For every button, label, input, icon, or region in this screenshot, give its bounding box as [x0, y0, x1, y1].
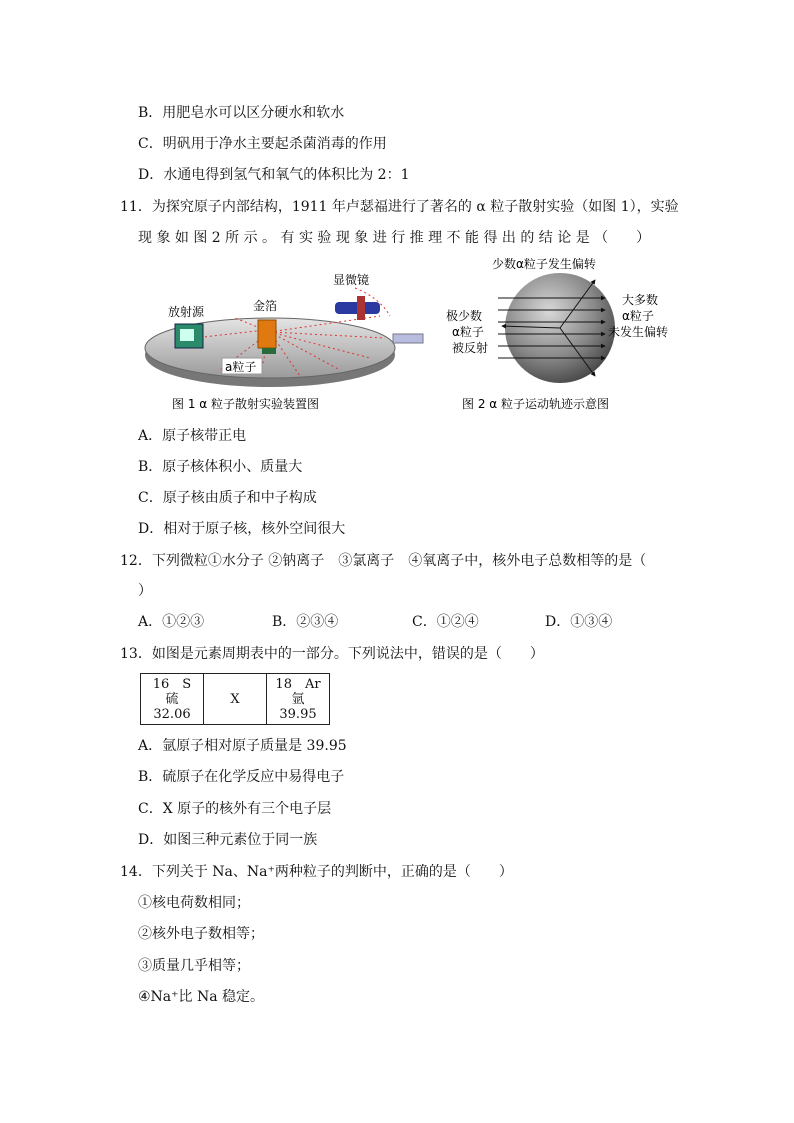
fig2-trajectories	[446, 258, 668, 411]
q10-option-b: B．用肥皂水可以区分硬水和软水	[138, 105, 345, 121]
element-cell-x	[204, 674, 267, 725]
fig2-label-left-3: 被反射	[452, 341, 489, 355]
q13-stem: 13．如图是元素周期表中的一部分。下列说法中，错误的是（ ）	[120, 646, 544, 662]
q11-option-a: A．原子核带正电	[138, 428, 247, 444]
periodic-table-fragment	[140, 673, 330, 725]
element-s-name: 硫	[165, 691, 179, 707]
q10-option-d: D．水通电得到氢气和氧气的体积比为 2：1	[138, 167, 410, 183]
fig2-label-right-2: α粒子	[622, 309, 654, 323]
microscope-ring	[357, 296, 365, 320]
fig2-label-right-3: 未发生偏转	[608, 325, 669, 339]
label-foil: 金箔	[253, 299, 278, 313]
element-s-mass: 32.06	[153, 706, 191, 722]
scattering-diagrams	[140, 258, 680, 418]
foil-stand	[262, 348, 276, 354]
q11-figure	[140, 258, 680, 418]
element-cell-s	[141, 674, 204, 725]
fig2-label-right-1: 大多数	[622, 293, 659, 307]
q11-option-b: B．原子核体积小、质量大	[138, 459, 303, 475]
q11-option-c: C．原子核由质子和中子构成	[138, 490, 317, 506]
q13-option-d: D．如图三种元素位于同一族	[138, 832, 318, 848]
fig2-label-top: 少数α粒子发生偏转	[492, 258, 596, 271]
q14-statement-2: ②核外电子数相等；	[138, 926, 264, 942]
q13-option-b: B．硫原子在化学反应中易得电子	[138, 769, 345, 785]
element-x-symbol: X	[230, 691, 240, 707]
q14-statement-3: ③质量几乎相等；	[138, 958, 250, 974]
q12-option-d: D．①③④	[545, 614, 613, 630]
q14-statement-4: ④Na⁺比 Na 稳定。	[138, 989, 265, 1005]
q13-option-a: A．氩原子相对原子质量是 39.95	[138, 738, 347, 754]
label-alpha: a粒子	[225, 360, 257, 374]
gold-foil	[258, 320, 276, 348]
element-s-number-symbol: 16 S	[152, 676, 192, 692]
label-microscope: 显微镜	[333, 273, 370, 287]
fig2-caption: 图 2 α 粒子运动轨迹示意图	[462, 397, 609, 411]
element-ar-mass: 39.95	[279, 706, 317, 722]
fig1-apparatus	[145, 272, 423, 411]
fig1-caption: 图 1 α 粒子散射实验装置图	[172, 397, 319, 411]
q13-option-c: C．X 原子的核外有三个电子层	[138, 801, 332, 817]
q11-option-d: D．相对于原子核，核外空间很大	[138, 521, 346, 537]
q10-option-c: C．明矾用于净水主要起杀菌消毒的作用	[138, 136, 387, 152]
q12-stem-line2: ）	[138, 583, 152, 599]
source-window	[180, 329, 194, 341]
fig2-label-left-1: 极少数	[446, 309, 483, 323]
element-ar-number-symbol: 18 Ar	[275, 676, 321, 692]
q12-option-c: C．①②④	[412, 614, 479, 630]
q11-stem-line2: 现 象 如 图 2 所 示 。 有 实 验 现 象 进 行 推 理 不 能 得 出 的 结 论 是 （ ）	[138, 230, 651, 246]
q11-stem-line1: 11．为探究原子内部结构，1911 年卢瑟福进行了著名的 α 粒子散射实验（如图 1），实验	[120, 199, 679, 215]
q12-option-b: B．②③④	[272, 614, 339, 630]
element-cell-ar	[267, 674, 330, 725]
microscope-mount	[393, 334, 423, 343]
q12-option-a: A．①②③	[138, 614, 205, 630]
fig2-label-left-2: α粒子	[452, 325, 484, 339]
q14-stem: 14．下列关于 Na、Na⁺两种粒子的判断中，正确的是（ ）	[120, 864, 513, 880]
label-source: 放射源	[168, 305, 205, 319]
q12-stem-line1: 12．下列微粒①水分子 ②钠离子 ③氯离子 ④氧离子中，核外电子总数相等的是（	[120, 553, 647, 569]
q14-statement-1: ①核电荷数相同；	[138, 895, 250, 911]
element-ar-name: 氩	[291, 691, 305, 707]
